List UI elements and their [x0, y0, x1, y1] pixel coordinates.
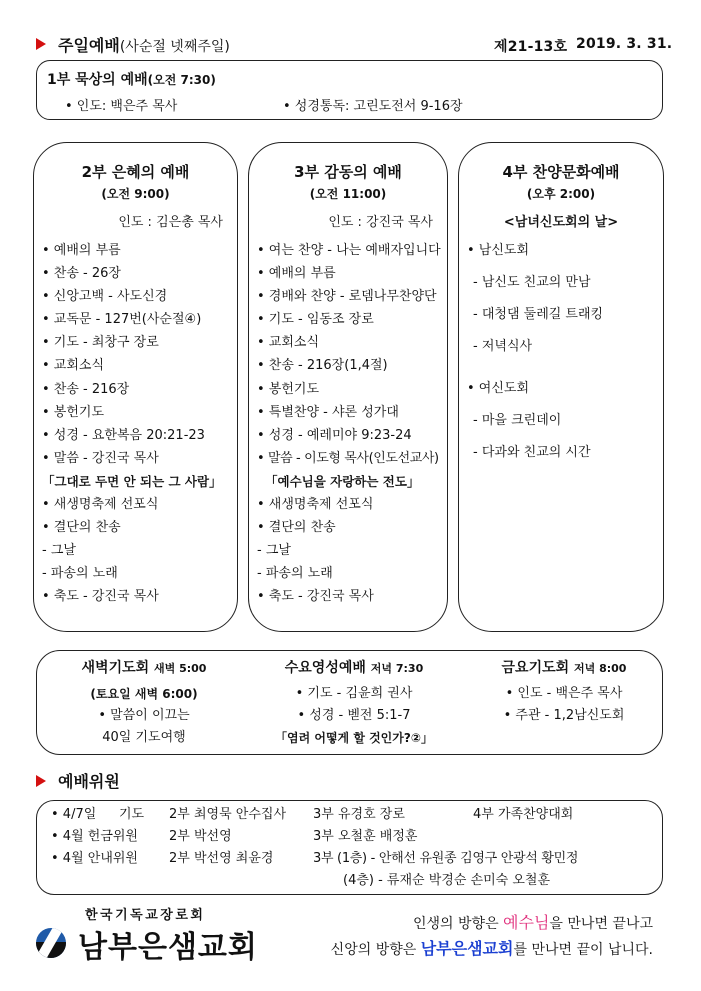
sermon-title: 「그대로 두면 안 되는 그 사람」 — [42, 473, 222, 489]
section-marker-icon — [36, 775, 46, 787]
service2-order — [42, 239, 233, 609]
order-item: • 축도 - 강진국 목사 — [42, 589, 159, 605]
order-item: • 봉헌기도 — [257, 381, 320, 397]
service4-time: (오후 2:00) — [526, 187, 596, 201]
motto2-post: 를 만나면 끝이 납니다. — [513, 942, 653, 958]
order-item: • 새생명축제 선포식 — [257, 497, 374, 513]
friday-prayer-heading — [469, 651, 659, 683]
order-item: • 신앙고백 - 사도신경 — [42, 289, 168, 305]
page-subtitle: (사순절 넷째주일) — [119, 39, 230, 55]
order-item: • 예배의 부름 — [42, 243, 121, 258]
order-item: • 교회소식 — [257, 335, 320, 351]
service1-officer: • 인도: 백은주 목사 — [65, 99, 178, 114]
program-subitem: - 저녁식사 — [473, 339, 533, 354]
service4-box — [458, 142, 664, 632]
roles-sub: 기도 — [119, 807, 145, 822]
dawn-prayer-line2: 40일 기도여행 — [102, 730, 186, 745]
service2-box — [33, 142, 238, 632]
motto1-highlight: 예수님 — [503, 913, 550, 932]
motto-line1 — [413, 910, 653, 933]
wednesday-service-heading — [249, 651, 459, 683]
wednesday-service-sermon: 「염려 어떻게 할 것인가?②」 — [275, 731, 433, 745]
wednesday-service-line1: • 기도 - 김윤희 권사 — [295, 686, 413, 701]
issue-date: 2019. 3. 31. — [576, 36, 673, 52]
order-item: • 성경 - 요한복음 20:21-23 — [42, 427, 205, 443]
order-item: • 축도 - 강진국 목사 — [257, 589, 374, 605]
motto-line2 — [331, 936, 653, 959]
dawn-prayer-title: 새벽기도회 — [81, 660, 150, 676]
dawn-prayer-saturday: (토요일 새벽 6:00) — [90, 687, 198, 701]
motto1-pre: 인생의 방향은 — [413, 916, 504, 932]
section-marker-icon — [36, 38, 46, 50]
service3-officer: 인도 : 강진국 목사 — [328, 215, 433, 230]
roles-service3: 3부 유경호 장로 — [313, 807, 405, 822]
roles-label: • 4/7일 — [51, 807, 97, 822]
issue-number: 제21-13호 — [494, 39, 568, 55]
order-item: • 기도 - 임동조 장로 — [257, 312, 374, 328]
dawn-prayer-line1: • 말씀이 이끄는 — [98, 708, 190, 723]
service3-box — [248, 142, 448, 632]
roles-service4: 4부 가족찬양대회 — [473, 807, 574, 822]
motto2-highlight: 남부은샘교회 — [420, 939, 514, 958]
order-item: • 예배의 부름 — [257, 266, 336, 282]
order-item: • 결단의 찬송 — [42, 520, 121, 536]
service4-title: 4부 찬양문화예배 — [502, 163, 620, 181]
program-subitem: - 대청댐 둘레길 트래킹 — [473, 307, 604, 322]
order-item: • 봉헌기도 — [42, 404, 105, 420]
roles-service3: (4층) - 류재순 박경순 손미숙 오철훈 — [343, 873, 551, 888]
program-spacer — [467, 363, 659, 373]
service3-title: 3부 감동의 예배 — [294, 163, 402, 181]
roles-service2: 2부 박선영 최윤경 — [169, 851, 274, 866]
order-item: • 말씀 - 이도형 목사(인도선교사) — [257, 450, 439, 466]
order-item: • 여는 찬양 - 나는 예배자입니다 — [257, 243, 441, 258]
friday-prayer-line1: • 인도 - 백은주 목사 — [505, 686, 623, 701]
order-item: • 찬송 - 216장 — [42, 381, 130, 397]
weekday-services-box — [36, 650, 663, 755]
order-item: • 말씀 - 강진국 목사 — [42, 450, 159, 466]
service2-title: 2부 은혜의 예배 — [81, 163, 190, 181]
friday-prayer-line2: • 주관 - 1,2남신도회 — [503, 708, 625, 723]
motto1-post: 을 만나면 끝나고 — [549, 916, 653, 932]
wednesday-service-title: 수요영성예배 — [284, 660, 366, 676]
friday-prayer-time: 저녁 8:00 — [574, 662, 627, 675]
order-item: • 찬송 - 216장(1,4절) — [257, 358, 388, 374]
wednesday-service-line2: • 성경 - 벧전 5:1-7 — [297, 708, 411, 723]
motto2-pre: 신앙의 방향은 — [330, 942, 421, 958]
dawn-prayer — [49, 651, 239, 749]
roles-label: • 4월 안내위원 — [51, 851, 138, 866]
roles-service3: 3부 (1층) - 안해선 유원종 김영구 안광석 황민정 — [313, 851, 579, 866]
service4-subtitle: <남녀신도회의 날> — [503, 215, 619, 230]
service2-time: (오전 9:00) — [101, 187, 170, 201]
roles-service2: 2부 최영묵 안수집사 — [169, 807, 286, 822]
service1-time: (오전 7:30) — [147, 73, 216, 87]
service1-reading: • 성경통독: 고린도전서 9-16장 — [283, 99, 463, 114]
order-item: • 교회소식 — [42, 358, 105, 374]
roles-title: 예배위원 — [58, 772, 120, 791]
roles-label: • 4월 헌금위원 — [51, 829, 138, 844]
friday-prayer-title: 금요기도회 — [501, 660, 570, 676]
service3-order — [257, 239, 443, 609]
service1-title: 1부 묵상의 예배 — [47, 72, 148, 88]
order-item: • 성경 - 예레미야 9:23-24 — [257, 427, 412, 443]
program-subitem: - 다과와 친교의 시간 — [473, 445, 591, 460]
dawn-prayer-time: 새벽 5:00 — [154, 662, 207, 675]
dawn-prayer-heading — [49, 651, 239, 683]
roles-service3: 3부 오철훈 배정훈 — [313, 829, 418, 844]
page-title — [58, 33, 230, 56]
order-subitem: - 파송의 노래 — [257, 566, 333, 582]
friday-prayer — [469, 651, 659, 727]
roles-service2: 2부 박선영 — [169, 829, 232, 844]
service3-time: (오전 11:00) — [309, 187, 387, 201]
order-item: • 특별찬양 - 샤론 성가대 — [257, 404, 399, 420]
service2-officer: 인도 : 김은총 목사 — [118, 215, 223, 230]
order-item: • 결단의 찬송 — [257, 520, 336, 536]
program-item: • 여신도회 — [467, 381, 530, 396]
order-item: • 경배와 찬양 - 로뎀나무찬양단 — [257, 289, 437, 305]
program-item: • 남신도회 — [467, 243, 530, 258]
order-subitem: - 파송의 노래 — [42, 566, 118, 582]
order-subitem: - 그날 — [42, 543, 76, 559]
denomination-name: 한국기독교장로회 — [85, 908, 206, 923]
order-subitem: - 그날 — [257, 543, 291, 559]
order-item: • 교독문 - 127번(사순절④) — [42, 312, 202, 328]
order-item: • 새생명축제 선포식 — [42, 497, 159, 513]
order-item: • 찬송 - 26장 — [42, 266, 121, 282]
church-name: 남부은샘교회 — [78, 930, 258, 965]
wednesday-service-time: 저녁 7:30 — [370, 662, 424, 675]
church-logo-icon — [36, 928, 66, 958]
wednesday-service — [249, 651, 459, 749]
page-title-text: 주일예배 — [58, 36, 120, 55]
roles-box — [36, 800, 663, 895]
program-subitem: - 마을 크린데이 — [473, 413, 562, 428]
service1-heading — [47, 69, 216, 89]
service4-program — [467, 235, 659, 469]
program-subitem: - 남신도 친교의 만남 — [473, 275, 591, 290]
service1-box — [36, 60, 663, 120]
order-item: • 기도 - 최창구 장로 — [42, 335, 159, 351]
sermon-title: 「예수님을 자랑하는 전도」 — [265, 473, 420, 489]
